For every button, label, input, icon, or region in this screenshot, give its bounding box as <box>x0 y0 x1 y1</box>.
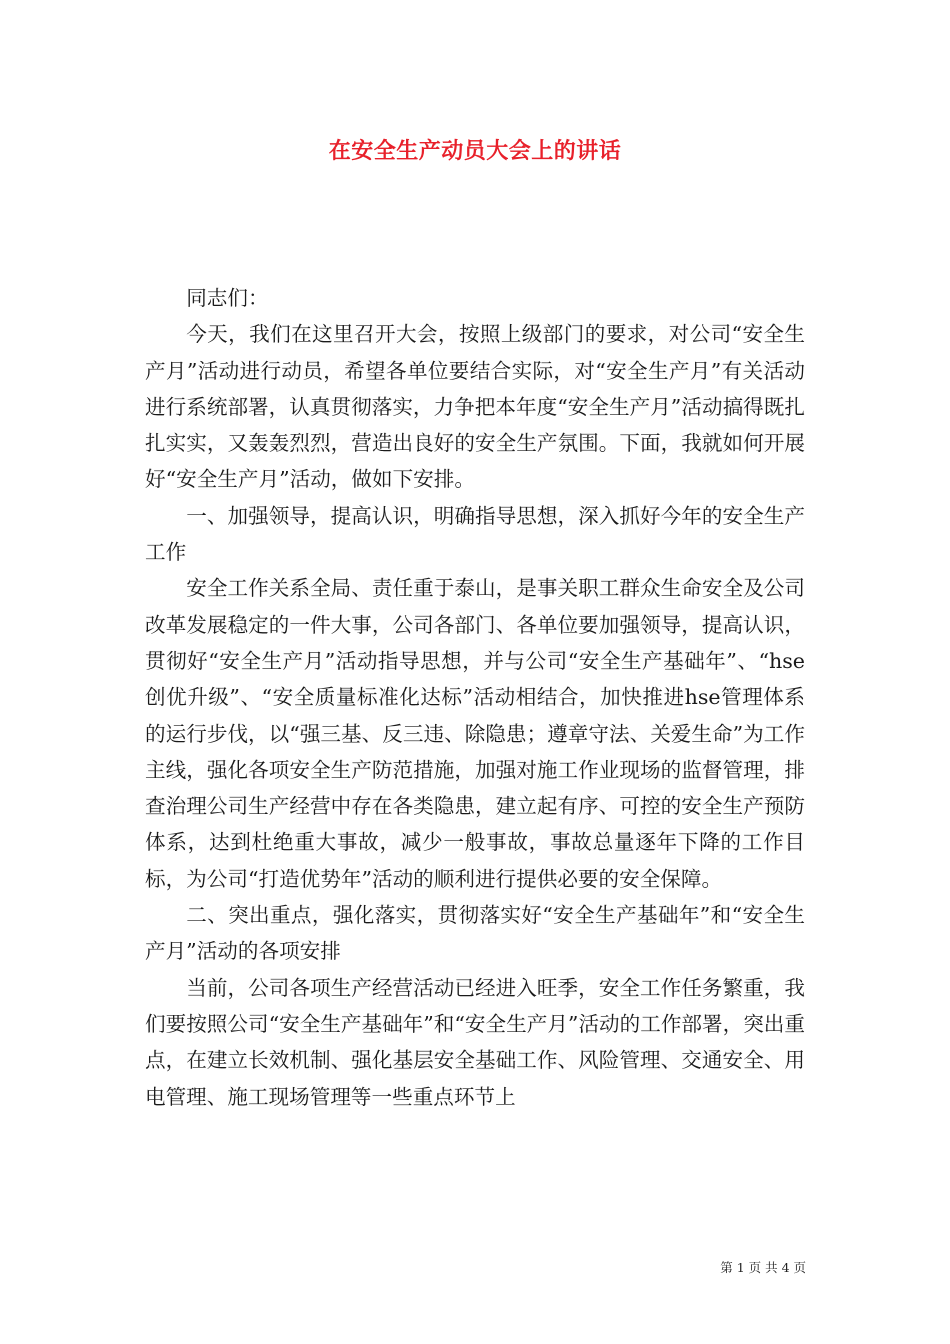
greeting-paragraph: 同志们： <box>186 286 269 310</box>
section-body-1: 安全工作关系全局、责任重于泰山，是事关职工群众生命安全及公司改革发展稳定的一件大事，公司各部门、各单位要加强领导，提高认识，贯彻好“安全生产月”活动指导思想，并与公司“安全生产基础年”、“hse创优升级”、“安全质量标准化达标”活动相结合，加快推进hse管理体系的运行步伐，以“强三基、反三违、除隐患；遵章守法、关爱生命”为工作主线，强化各项安全生产防范措施，加强对施工作业现场的监督管理，排查治理公司生产经营中存在各类隐患，建立起有序、可控的安全生产预防体系，达到杜绝重大事故，减少一般事故，事故总量逐年下降的工作目标，为公司“打造优势年”活动的顺利进行提供必要的安全保障。 <box>145 576 805 891</box>
document-body <box>145 280 805 1115</box>
page-number-footer: 第 1 页 共 4 页 <box>720 1260 806 1275</box>
intro-paragraph: 今天，我们在这里召开大会，按照上级部门的要求，对公司“安全生产月”活动进行动员，希望各单位要结合实际，对“安全生产月”有关活动进行系统部署，认真贯彻落实，力争把本年度“安全生产月”活动搞得既扎扎实实，又轰轰烈烈，营造出良好的安全生产氛围。下面，我就如何开展好“安全生产月”活动，做如下安排。 <box>145 322 805 492</box>
document-title: 在安全生产动员大会上的讲话 <box>328 138 622 164</box>
section-heading-2: 二、突出重点，强化落实，贯彻落实好“安全生产基础年”和“安全生产月”活动的各项安排 <box>145 903 805 964</box>
section-body-2: 当前，公司各项生产经营活动已经进入旺季，安全工作任务繁重，我们要按照公司“安全生产基础年”和“安全生产月”活动的工作部署，突出重点，在建立长效机制、强化基层安全基础工作、风险管理、交通安全、用电管理、施工现场管理等一些重点环节上 <box>145 975 805 1109</box>
section-heading-1: 一、加强领导，提高认识，明确指导思想，深入抓好今年的安全生产工作 <box>145 503 805 565</box>
